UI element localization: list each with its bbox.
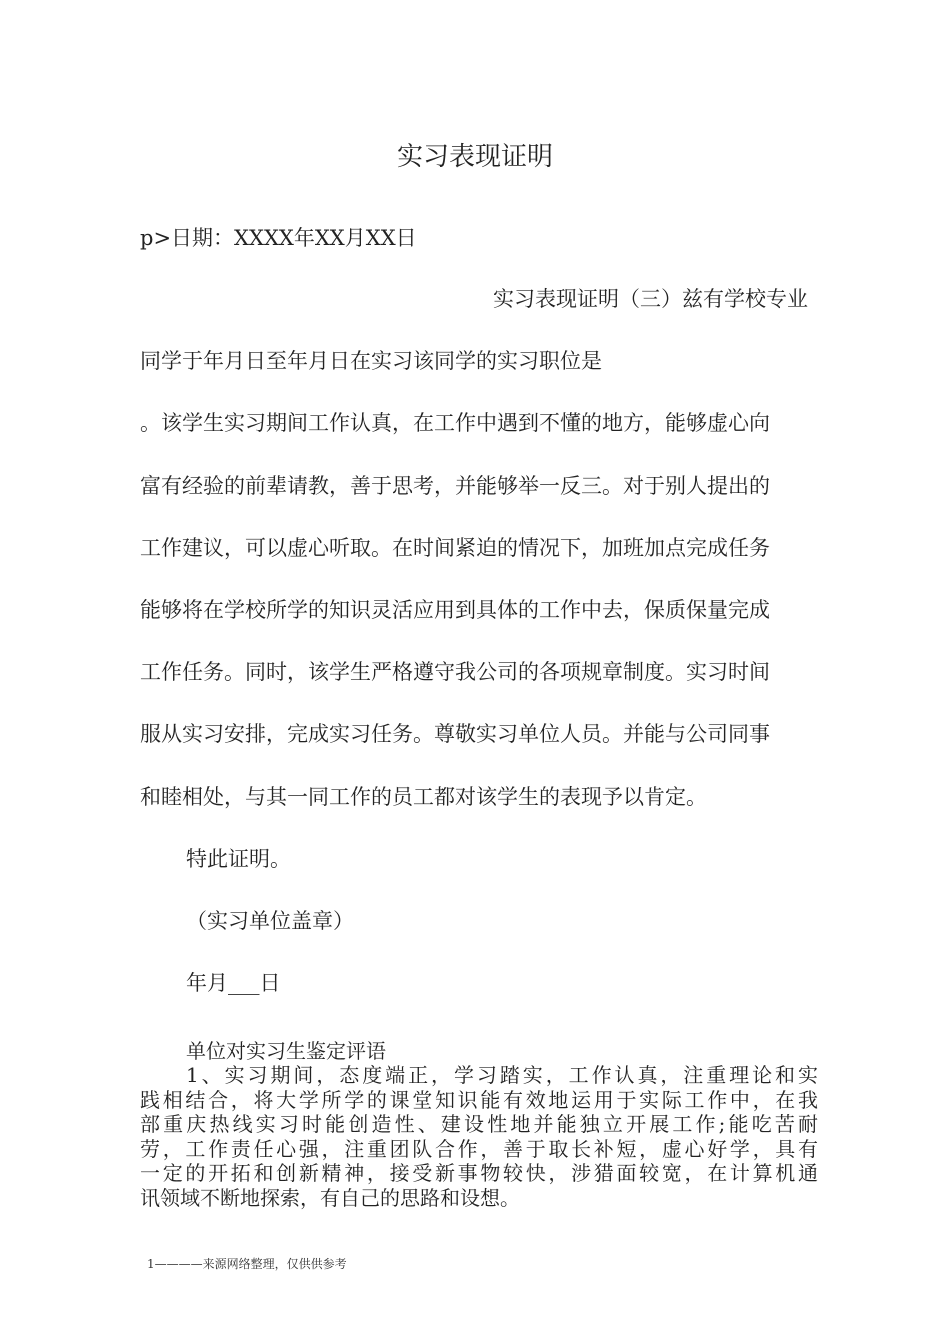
- evaluation-line: 讯领域不断地探索，有自己的思路和设想。: [140, 1185, 520, 1210]
- section-title: 单位对实习生鉴定评语: [186, 1039, 386, 1063]
- date-line: p>日期：XXXX年XX月XX日: [140, 226, 417, 250]
- date-blank: 年月___日: [186, 971, 281, 995]
- body-line: 服从实习安排，完成实习任务。尊敬实习单位人员。并能与公司同事: [140, 722, 770, 746]
- stamp-text: （实习单位盖章）: [186, 909, 354, 933]
- evaluation-line: 1、实习期间，态度端正，学习踏实，工作认真，注重理论和实: [186, 1063, 818, 1087]
- body-line: 同学于年月日至年月日在实习该同学的实习职位是: [140, 349, 602, 373]
- body-line: 。该学生实习期间工作认真，在工作中遇到不懂的地方，能够虚心向: [140, 411, 770, 435]
- body-line: 工作建议，可以虚心听取。在时间紧迫的情况下，加班加点完成任务: [140, 536, 770, 560]
- document-title: 实习表现证明: [396, 142, 553, 172]
- body-line: 和睦相处，与其一同工作的员工都对该学生的表现予以肯定。: [140, 785, 707, 809]
- closing-text: 特此证明。: [186, 847, 291, 871]
- evaluation-line: 践相结合，将大学所学的课堂知识能有效地运用于实际工作中，在我: [140, 1087, 818, 1112]
- body-line: 能够将在学校所学的知识灵活应用到具体的工作中去，保质保量完成: [140, 598, 770, 622]
- evaluation-line: 劳，工作责任心强，注重团队合作，善于取长补短，虚心好学，具有: [140, 1136, 818, 1161]
- page-footer: 1————来源网络整理，仅供供参考: [147, 1257, 347, 1271]
- evaluation-line: 部重庆热线实习时能创造性、建设性地并能独立开展工作;能吃苦耐: [140, 1112, 818, 1136]
- body-line: 工作任务。同时，该学生严格遵守我公司的各项规章制度。实习时间: [140, 660, 770, 684]
- body-line: 富有经验的前辈请教，善于思考，并能够举一反三。对于别人提出的: [140, 474, 770, 498]
- evaluation-line: 一定的开拓和创新精神，接受新事物较快，涉猎面较宽，在计算机通: [140, 1161, 818, 1185]
- evaluation-paragraph: [140, 1063, 818, 1210]
- subtitle-line: 实习表现证明（三）兹有学校专业: [493, 287, 808, 311]
